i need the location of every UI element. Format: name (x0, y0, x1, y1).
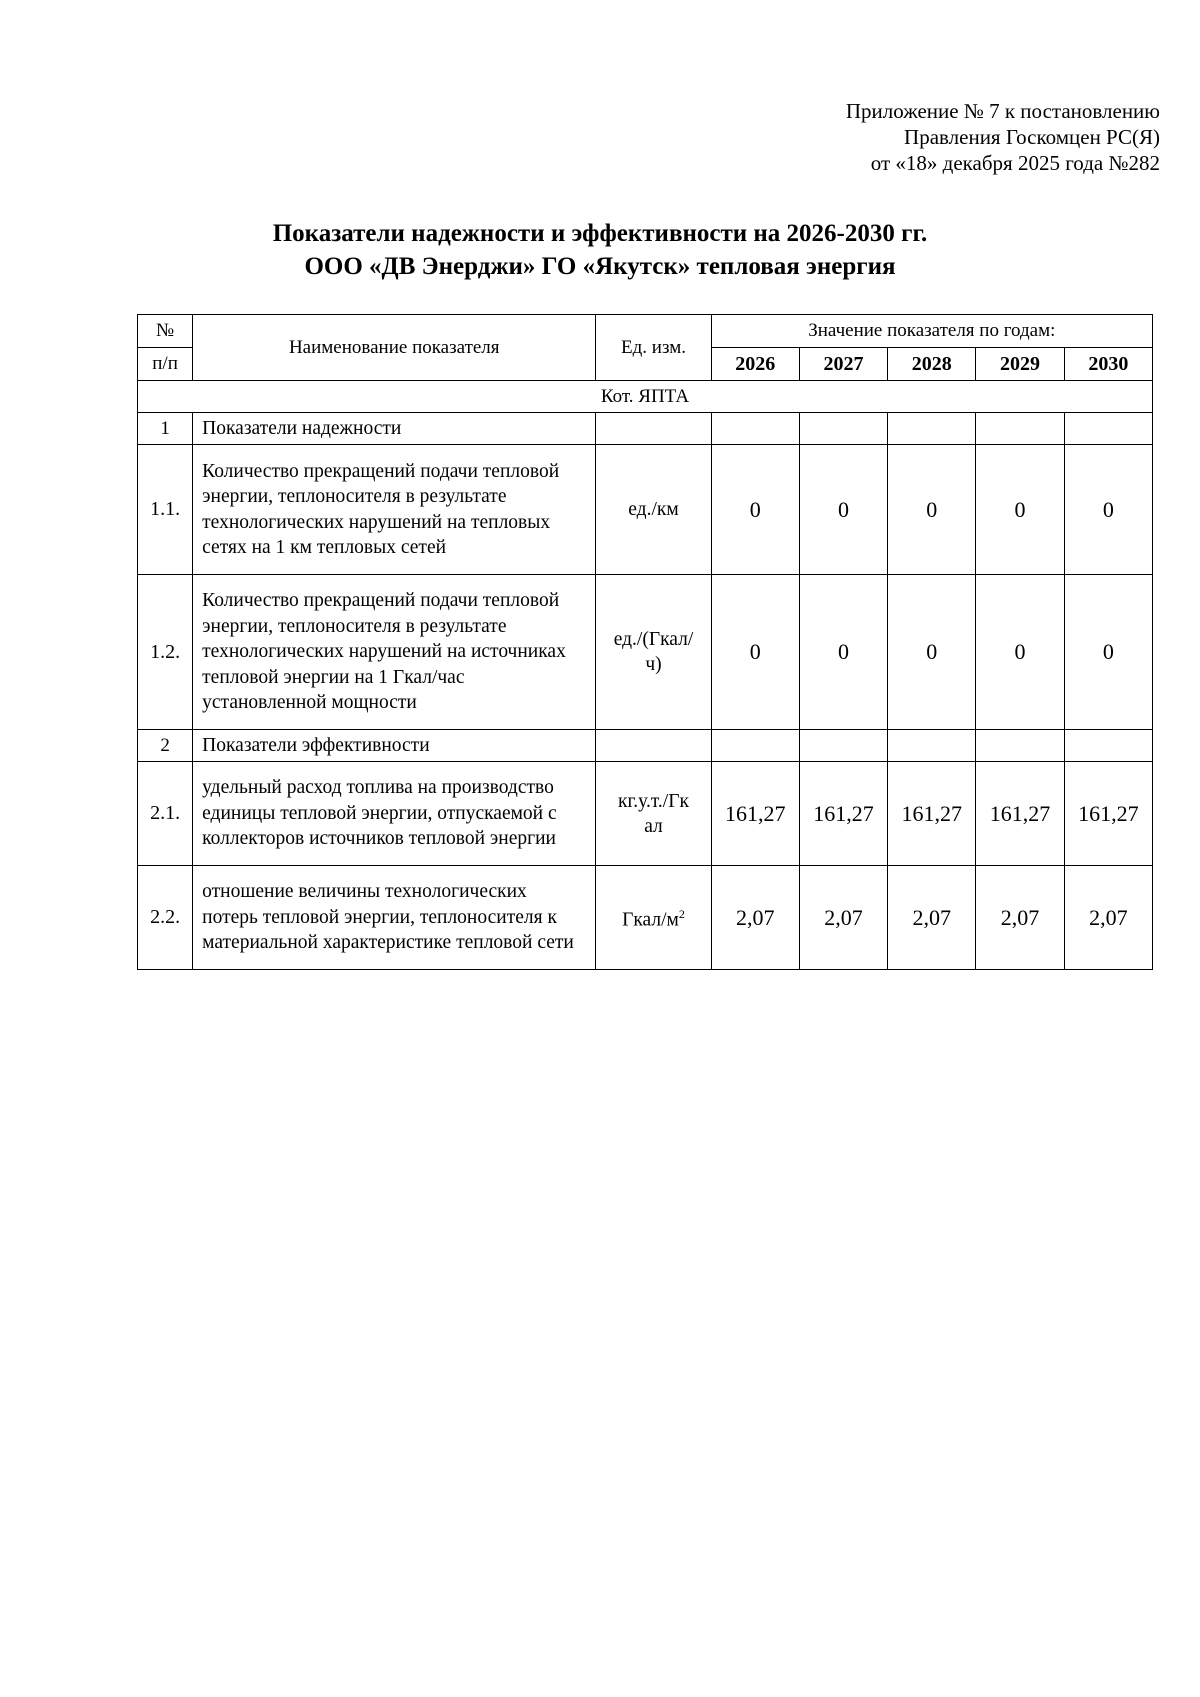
indicator-name: отношение величины технологических потерь тепловой энергии, теплоносителя к материальной характеристике тепловой сети (193, 866, 596, 970)
value-cell: 161,27 (711, 762, 799, 866)
value-cell: 2,07 (976, 866, 1064, 970)
group-row (138, 730, 1153, 762)
year-header: 2029 (976, 348, 1064, 381)
unit-base: Гкал/м (622, 909, 679, 931)
group-number: 1 (138, 413, 193, 445)
value-cell: 0 (1064, 575, 1152, 730)
indicator-unit (596, 762, 711, 866)
table-header-row-1 (138, 315, 1153, 348)
indicator-name: Количество прекращений подачи тепловой энергии, теплоносителя в результате технологических нарушений на тепловых сетях на 1 км тепловых сетей (193, 445, 596, 575)
table-row (138, 866, 1153, 970)
table-row (138, 762, 1153, 866)
value-cell: 0 (888, 445, 976, 575)
row-number: 2.2. (138, 866, 193, 970)
title-line-1: Показатели надежности и эффективности на 2026-2030 гг. (272, 220, 928, 247)
value-cell: 2,07 (799, 866, 887, 970)
group-name: Показатели надежности (193, 413, 596, 445)
indicator-unit: ед./км (596, 445, 711, 575)
value-cell: 0 (888, 575, 976, 730)
unit-line: ал (644, 815, 663, 837)
appendix-line-2: Правления Госкомцен РС(Я) (904, 125, 1160, 149)
unit-line: кг.у.т./Гк (618, 790, 689, 812)
unit-superscript: 2 (678, 907, 685, 922)
table-row (138, 445, 1153, 575)
value-cell: 161,27 (888, 762, 976, 866)
value-cell: 161,27 (976, 762, 1064, 866)
row-number: 1.2. (138, 575, 193, 730)
section-row (138, 381, 1153, 413)
indicator-unit (596, 866, 711, 970)
unit-line: ед./(Гкал/ (613, 629, 694, 650)
value-cell: 161,27 (799, 762, 887, 866)
year-header: 2026 (711, 348, 799, 381)
value-cell: 2,07 (888, 866, 976, 970)
appendix-line-1: Приложение № 7 к постановлению (845, 99, 1160, 123)
value-cell: 0 (799, 445, 887, 575)
indicator-name: удельный расход топлива на производство единицы тепловой энергии, отпускаемой с коллекторов источников тепловой энергии (193, 762, 596, 866)
group-number: 2 (138, 730, 193, 762)
value-cell: 2,07 (1064, 866, 1152, 970)
value-cell: 161,27 (1064, 762, 1152, 866)
row-number: 1.1. (138, 445, 193, 575)
row-number: 2.1. (138, 762, 193, 866)
group-row (138, 413, 1153, 445)
year-header: 2027 (799, 348, 887, 381)
column-header-name: Наименование показателя (193, 315, 596, 381)
value-cell: 0 (711, 575, 799, 730)
appendix-line-3: от «18» декабря 2025 года №282 (870, 151, 1160, 175)
table-row (138, 575, 1153, 730)
year-header: 2030 (1064, 348, 1152, 381)
title-line-2: ООО «ДВ Энерджи» ГО «Якутск» тепловая энергия (304, 253, 896, 280)
value-cell: 0 (976, 575, 1064, 730)
year-header: 2028 (888, 348, 976, 381)
indicator-name: Количество прекращений подачи тепловой энергии, теплоносителя в результате технологических нарушений на источниках тепловой энергии на 1 Гкал/час установленной мощности (193, 575, 596, 730)
indicator-unit (596, 575, 711, 730)
value-cell: 0 (976, 445, 1064, 575)
column-header-unit: Ед. изм. (596, 315, 711, 381)
appendix-header (846, 98, 1160, 176)
indicators-table (137, 314, 1153, 970)
value-cell: 0 (799, 575, 887, 730)
value-cell: 2,07 (711, 866, 799, 970)
group-name: Показатели эффективности (193, 730, 596, 762)
column-header-no-top: № (138, 315, 193, 348)
value-cell: 0 (1064, 445, 1152, 575)
section-label: Кот. ЯПТА (138, 381, 1153, 413)
column-header-values: Значение показателя по годам: (711, 315, 1152, 348)
column-header-no-bottom: п/п (138, 348, 193, 381)
unit-line: ч) (645, 654, 662, 675)
document-title (0, 217, 1200, 283)
value-cell: 0 (711, 445, 799, 575)
